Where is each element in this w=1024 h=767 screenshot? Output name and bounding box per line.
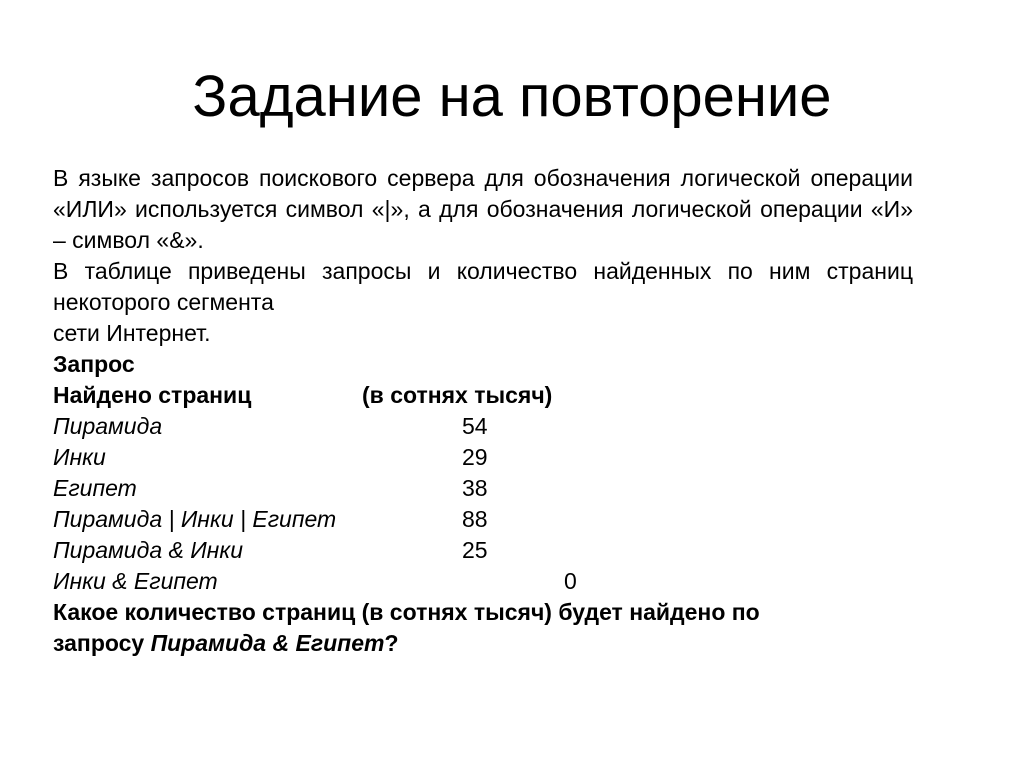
question-line-1: Какое количество страниц (в сотнях тысяч) будет найдено по xyxy=(53,599,760,625)
table-row xyxy=(53,411,913,442)
intro-paragraph-table: В таблице приведены запросы и количество найденных по ним страниц некоторого сегмента xyxy=(53,258,913,315)
slide-title: Задание на повторение xyxy=(192,64,832,129)
count-cell: 38 xyxy=(462,475,488,501)
table-header-unit: (в сотнях тысяч) xyxy=(362,382,553,408)
query-cell: Египет xyxy=(53,475,137,501)
query-cell: Пирамида & Инки xyxy=(53,537,243,563)
table-row xyxy=(53,535,913,566)
query-cell: Инки xyxy=(53,444,106,470)
question-suffix: ? xyxy=(384,630,399,656)
count-cell: 54 xyxy=(462,413,488,439)
count-cell: 29 xyxy=(462,444,488,470)
count-cell: 0 xyxy=(564,568,577,594)
table-header-row xyxy=(53,380,913,411)
count-cell: 25 xyxy=(462,537,488,563)
table-row xyxy=(53,442,913,473)
query-cell: Инки & Египет xyxy=(53,568,218,594)
query-cell: Пирамида | Инки | Египет xyxy=(53,506,337,532)
table-header-found: Найдено страниц xyxy=(53,382,252,408)
question-query: Пирамида & Египет xyxy=(150,630,385,656)
table-row xyxy=(53,473,913,504)
intro-paragraph-operators: В языке запросов поискового сервера для обозначения логической операции «ИЛИ» используется символ «|», а для обозначения логической операции «И» – символ «&». xyxy=(53,165,913,253)
table-header-query: Запрос xyxy=(53,351,135,377)
intro-paragraph-table-continued: сети Интернет. xyxy=(53,320,211,346)
slide-body xyxy=(53,163,913,659)
table-row xyxy=(53,504,913,535)
question-line-2 xyxy=(53,628,913,659)
table-row xyxy=(53,566,913,597)
query-cell: Пирамида xyxy=(53,413,163,439)
question-prefix: запросу xyxy=(53,630,151,656)
count-cell: 88 xyxy=(462,506,488,532)
